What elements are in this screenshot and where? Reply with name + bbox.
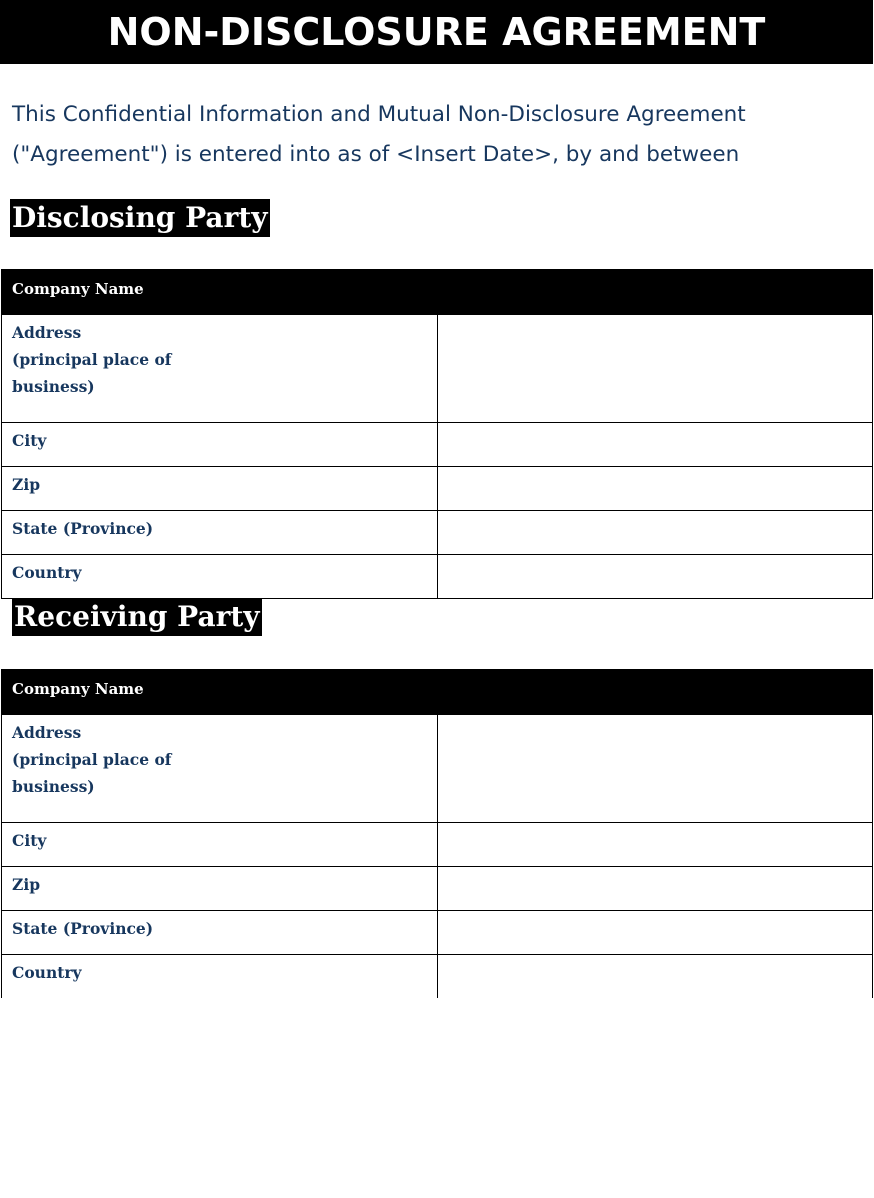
address-label-sub-2: business)	[12, 377, 95, 396]
company-name-header	[2, 270, 873, 315]
intro-paragraph	[12, 95, 852, 175]
city-label-cell	[2, 823, 438, 867]
table-row	[2, 955, 873, 999]
zip-label-cell	[2, 467, 438, 511]
disclosing-party-table	[1, 269, 873, 599]
table-header-row	[2, 670, 873, 715]
city-label: City	[12, 831, 47, 850]
table-row	[2, 423, 873, 467]
state-input-cell[interactable]	[437, 511, 873, 555]
table-row	[2, 867, 873, 911]
country-label: Country	[12, 563, 82, 582]
table-row	[2, 315, 873, 423]
receiving-party-table	[1, 669, 873, 998]
state-label: State (Province)	[12, 519, 154, 538]
state-label: State (Province)	[12, 919, 154, 938]
country-input-cell[interactable]	[437, 955, 873, 999]
table-row	[2, 823, 873, 867]
address-label: Address	[12, 323, 82, 342]
table-row	[2, 511, 873, 555]
city-input-cell[interactable]	[437, 823, 873, 867]
state-input-cell[interactable]	[437, 911, 873, 955]
table-row	[2, 555, 873, 599]
table-row	[2, 911, 873, 955]
country-label-cell	[2, 955, 438, 999]
zip-input-cell[interactable]	[437, 867, 873, 911]
city-input-cell[interactable]	[437, 423, 873, 467]
zip-label-cell	[2, 867, 438, 911]
city-label: City	[12, 431, 47, 450]
receiving-party-heading: Receiving Party	[12, 598, 262, 636]
country-label: Country	[12, 963, 82, 982]
table-row	[2, 467, 873, 511]
zip-input-cell[interactable]	[437, 467, 873, 511]
table-header-row	[2, 270, 873, 315]
country-label-cell	[2, 555, 438, 599]
address-label-cell	[2, 715, 438, 823]
company-name-header	[2, 670, 873, 715]
state-label-cell	[2, 911, 438, 955]
disclosing-party-heading: Disclosing Party	[10, 199, 270, 237]
address-label: Address	[12, 723, 82, 742]
page-title: NON-DISCLOSURE AGREEMENT	[0, 0, 873, 64]
country-input-cell[interactable]	[437, 555, 873, 599]
city-label-cell	[2, 423, 438, 467]
address-input-cell[interactable]	[437, 315, 873, 423]
address-label-sub: (principal place of	[12, 350, 172, 369]
address-label-sub: (principal place of	[12, 750, 172, 769]
company-name-label: Company Name	[12, 680, 144, 698]
table-row	[2, 715, 873, 823]
zip-label: Zip	[12, 875, 41, 894]
intro-line-1: This Confidential Information and Mutual Non-Disclosure Agreement	[12, 102, 746, 127]
company-name-label: Company Name	[12, 280, 144, 298]
state-label-cell	[2, 511, 438, 555]
address-label-sub-2: business)	[12, 777, 95, 796]
address-label-cell	[2, 315, 438, 423]
address-input-cell[interactable]	[437, 715, 873, 823]
zip-label: Zip	[12, 475, 41, 494]
intro-line-2: ("Agreement") is entered into as of <Insert Date>, by and between	[12, 142, 740, 167]
